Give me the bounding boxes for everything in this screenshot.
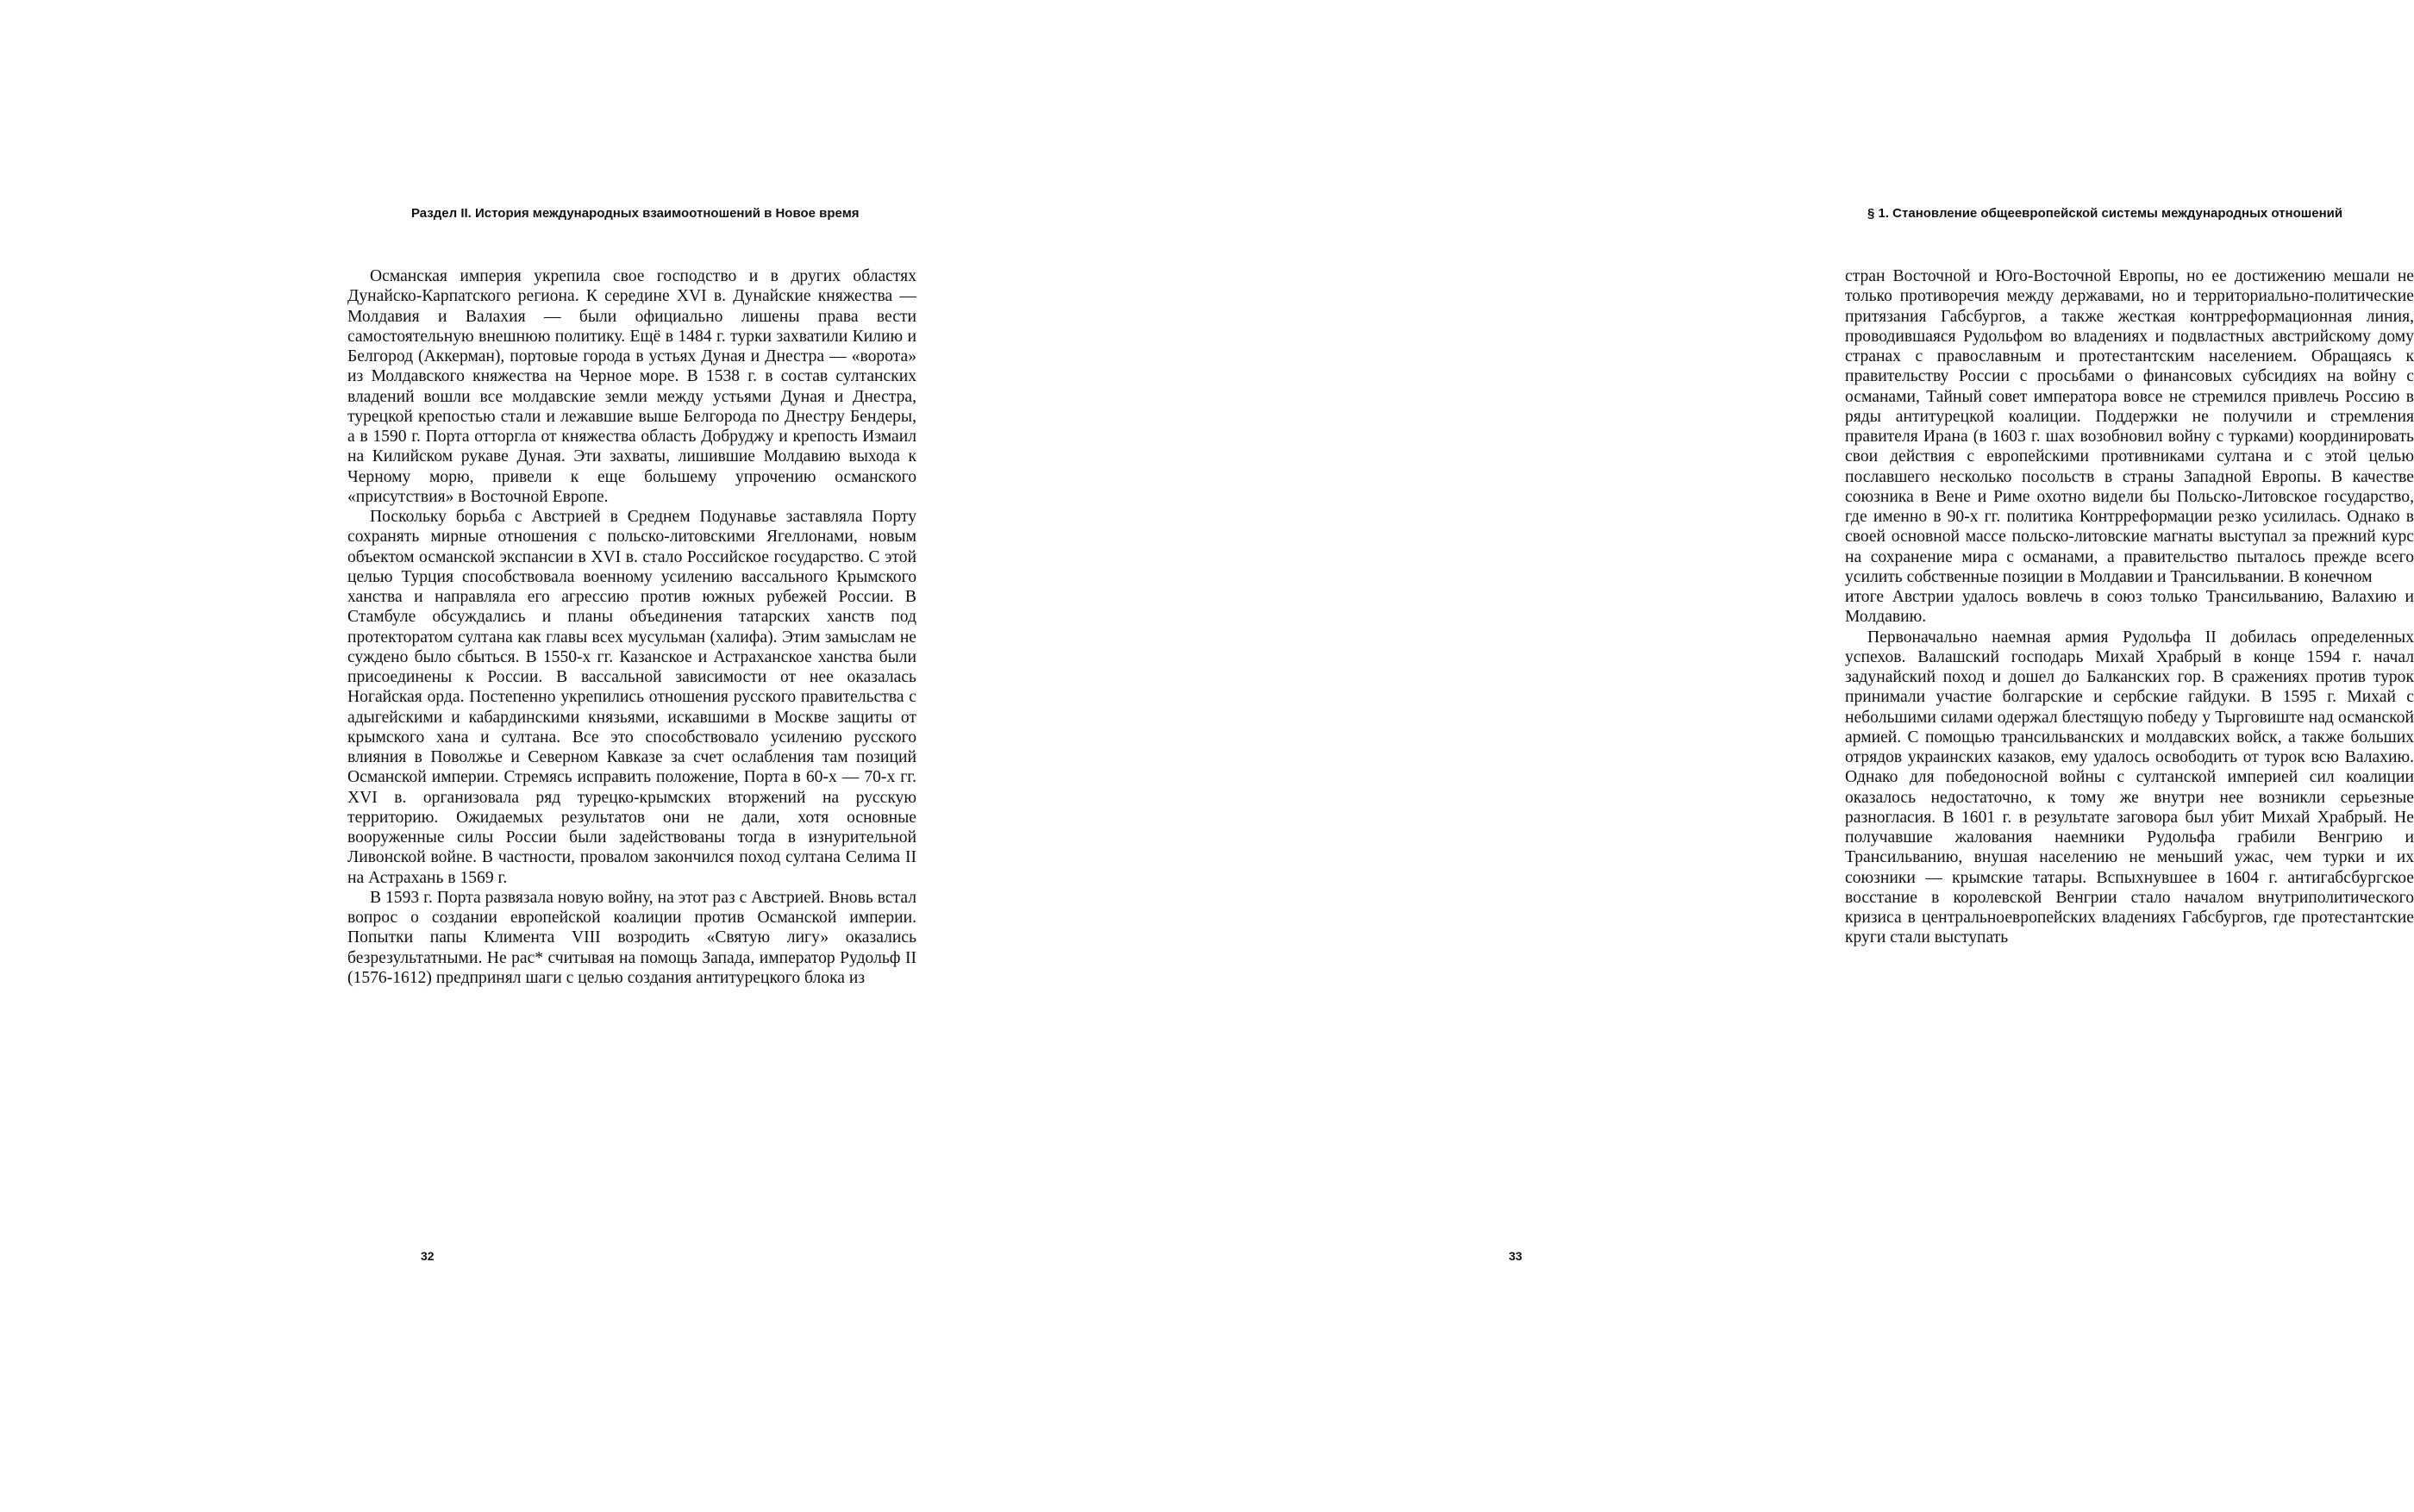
paragraph: Османская империя укрепила свое господство и в других областях Дунайско-Карпатского региона. К середине XVI в. Дунайские княжества — Молдавия и Валахия — были официально лишены права вести самостоятельную внешнюю политику. Ещё в 1484 г. турки захватили Килию и Белгород (Аккерман), портовые города в устьях Дуная и Днестра — «ворота» из Молдавского княжества на Черное море. В 1538 г. в состав султанских владений вошли все молдавские земли между устьями Дуная и Днестра, турецкой крепостью стали и лежавшие выше Белгорода по Днестру Бендеры, а в 1590 г. Порта отторгла от княжества область Добруджу и крепость Измаил на Килийском рукаве Дуная. Эти захваты, лишившие Молдавию выхода к Черному морю, привели к еще большему упрочению османского «присутствия» в Восточной Европе. [347, 267, 916, 506]
paragraph: Поскольку борьба с Австрией в Среднем Подунавье заставляла Порту сохранять мирные отношения с польско-литовскими Ягеллонами, новым объектом османской экспансии в XVI в. стало Российское государство. С этой целью Турция способствовала военному усилению вассального Крымского ханства и направляла его агрессию против южных рубежей России. В Стамбуле обсуждались и планы объединения татарских ханств под протекторатом султана как главы всех мусульман (халифа). Этим замыслам не суждено было сбыться. В 1550-х гг. Казанское и Астраханское ханства были присоединены к России. В вассальной зависимости от нее оказалась Ногайская орда. Постепенно укрепились отношения русского правительства с адыгейскими и кабардинскими князьями, искавшими в Москве защиты от крымского хана и султана. Все это способствовало усилению русского влияния в Поволжье и Северном Кавказе за счет ослабления там позиций Османской империи. Стремясь исправить положение, Порта в 60-х — 70-х гг. XVI в. организовала ряд турецко-крымских вторжений на русскую территорию. Ожидаемых результатов они не дали, хотя основные вооруженные силы России были задействованы тогда в изнурительной Ливонской войне. В частности, провалом закончился поход султана Селима II на Астрахань в 1569 г. [347, 508, 916, 887]
left-page [0, 0, 1069, 1512]
paragraph: Первоначально наемная армия Рудольфа II добилась определенных успехов. Валашский господарь Михай Храбрый в конце 1594 г. начал задунайский поход и дошел до Балканских гор. В сражениях против турок принимали участие болгарские и сербские гайдуки. В 1595 г. Михай с небольшими силами одержал блестящую победу у Тырговиште над османской армией. С помощью трансильванских и молдавских войск, а также больших отрядов украинских казаков, ему удалось освободить от турок всю Валахию. Однако для победоносной войны с султанской империей сил коалиции оказалось недостаточно, к тому же внутри нее возникли серьезные разногласия. В 1601 г. в результате заговора был убит Михай Храбрый. Не получавшие жалования наемники Рудольфа грабили Венгрию и Трансильванию, внушая населению не меньший ужас, чем турки и их союзники — крымские татары. Вспыхнувшее в 1604 г. антигабсбургское восстание в королевской Венгрии стало началом внутриполитического кризиса в центральноевропейских владениях Габсбургов, где протестантские круги стали выступать [1845, 628, 2414, 947]
paragraph: стран Восточной и Юго-Восточной Европы, но ее достижению мешали не только противоречия между державами, но и территориально-политические притязания Габсбургов, а также жесткая контрреформационная линия, проводившаяся Рудольфом во владениях и подвластных австрийскому дому странах с православным и протестантским населением. Обращаясь к правительству России с просьбами о финансовых субсидиях на войну с османами, Тайный совет императора вовсе не стремился привлечь Россию в ряды антитурецкой коалиции. Поддержки не получили и стремления правителя Ирана (в 1603 г. шах возобновил войну с турками) координировать свои действия с европейскими противниками султана и с этой целью пославшего несколько посольств в страны Западной Европы. В качестве союзника в Вене и Риме охотно видели бы Польско-Литовское государство, где именно в 90-х гг. политика Контрреформации резко усилилась. Однако в своей основной массе польско-литовские магнаты выступал за прежний курс на сохранение мира с османами, а правительство пыталось прежде всего усилить собственные позиции в Молдавии и Трансильвании. В конечном [1845, 267, 2414, 586]
paragraph: В 1593 г. Порта развязала новую войну, на этот раз с Австрией. Вновь встал вопрос о создании европейской коалиции против Османской империи. Попытки папы Климента VIII возродить «Святую лигу» оказались безрезультатными. Не рас* считывая на помощь Запада, император Рудольф II (1576-1612) предпринял шаги с целью создания антитурецкого блока из [347, 888, 916, 987]
body-text [347, 266, 916, 988]
running-head: § 1. Становление общеевропейской системы международных отношений [1867, 206, 2343, 221]
body-text [1845, 266, 2414, 948]
page-number: 32 [421, 1249, 435, 1263]
right-page [1069, 0, 2414, 1512]
running-head: Раздел II. История международных взаимоотношений в Новое время [411, 206, 860, 221]
paragraph: итоге Австрии удалось вовлечь в союз только Трансильванию, Валахию и Молдавию. [1845, 588, 2414, 627]
page-number: 33 [1509, 1249, 1523, 1263]
